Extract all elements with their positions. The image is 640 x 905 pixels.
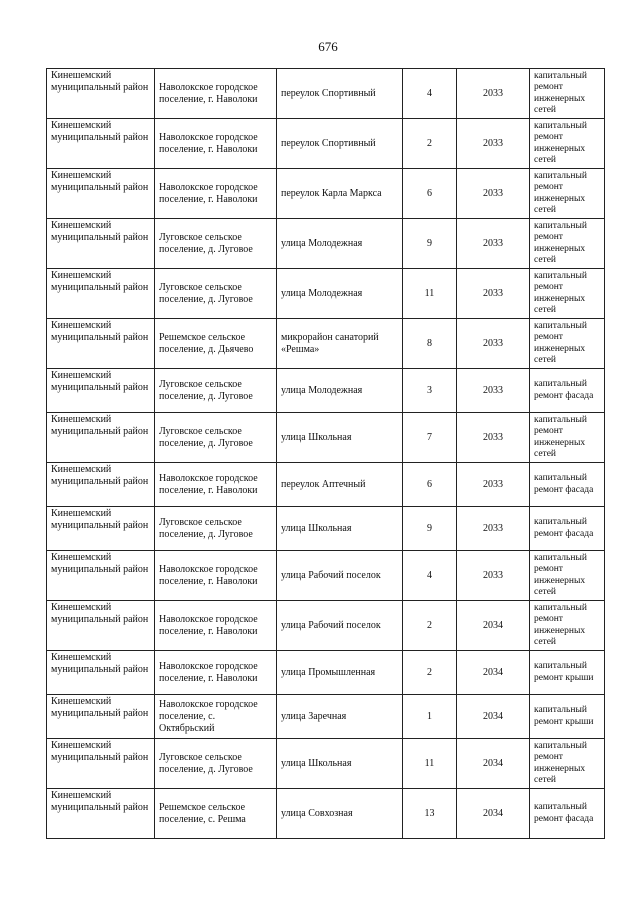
year-cell: 2034 <box>457 695 530 739</box>
work-type-cell: капитальный ремонт инженерных сетей <box>530 551 605 601</box>
year-cell: 2033 <box>457 507 530 551</box>
settlement-cell: Наволокское городское поселение, г. Наволоки <box>155 69 277 119</box>
house-number-cell: 2 <box>403 601 457 651</box>
work-type-cell: капитальный ремонт инженерных сетей <box>530 739 605 789</box>
district-cell: Кинешемский муниципальный район <box>47 601 155 651</box>
settlement-cell: Решемское сельское поселение, д. Дьячево <box>155 319 277 369</box>
settlement-cell: Луговское сельское поселение, д. Луговое <box>155 269 277 319</box>
year-cell: 2033 <box>457 413 530 463</box>
settlement-cell: Наволокское городское поселение, г. Наволоки <box>155 551 277 601</box>
work-type-cell: капитальный ремонт инженерных сетей <box>530 219 605 269</box>
district-cell: Кинешемский муниципальный район <box>47 69 155 119</box>
district-cell: Кинешемский муниципальный район <box>47 789 155 839</box>
table-row <box>47 219 605 269</box>
table-row <box>47 169 605 219</box>
district-cell: Кинешемский муниципальный район <box>47 507 155 551</box>
house-number-cell: 6 <box>403 463 457 507</box>
year-cell: 2033 <box>457 369 530 413</box>
street-cell: переулок Карла Маркса <box>277 169 403 219</box>
year-cell: 2033 <box>457 219 530 269</box>
settlement-cell: Луговское сельское поселение, д. Луговое <box>155 739 277 789</box>
table-row <box>47 739 605 789</box>
work-type-cell: капитальный ремонт крыши <box>530 695 605 739</box>
house-number-cell: 3 <box>403 369 457 413</box>
work-type-cell: капитальный ремонт фасада <box>530 369 605 413</box>
housing-repair-table <box>46 68 605 839</box>
page-number: 676 <box>318 39 338 54</box>
settlement-cell: Наволокское городское поселение, г. Наволоки <box>155 651 277 695</box>
street-cell: улица Школьная <box>277 507 403 551</box>
table-row <box>47 651 605 695</box>
year-cell: 2034 <box>457 739 530 789</box>
year-cell: 2033 <box>457 319 530 369</box>
table-row <box>47 69 605 119</box>
house-number-cell: 4 <box>403 551 457 601</box>
year-cell: 2033 <box>457 551 530 601</box>
table-row <box>47 789 605 839</box>
street-cell: улица Молодежная <box>277 269 403 319</box>
work-type-cell: капитальный ремонт крыши <box>530 651 605 695</box>
settlement-cell: Наволокское городское поселение, г. Наволоки <box>155 601 277 651</box>
street-cell: переулок Спортивный <box>277 69 403 119</box>
work-type-cell: капитальный ремонт фасада <box>530 507 605 551</box>
district-cell: Кинешемский муниципальный район <box>47 551 155 601</box>
street-cell: улица Рабочий поселок <box>277 551 403 601</box>
street-cell: улица Заречная <box>277 695 403 739</box>
house-number-cell: 6 <box>403 169 457 219</box>
settlement-cell: Наволокское городское поселение, г. Наволоки <box>155 119 277 169</box>
table-row <box>47 463 605 507</box>
house-number-cell: 11 <box>403 269 457 319</box>
house-number-cell: 13 <box>403 789 457 839</box>
settlement-cell: Луговское сельское поселение, д. Луговое <box>155 219 277 269</box>
district-cell: Кинешемский муниципальный район <box>47 739 155 789</box>
house-number-cell: 8 <box>403 319 457 369</box>
year-cell: 2033 <box>457 269 530 319</box>
district-cell: Кинешемский муниципальный район <box>47 413 155 463</box>
year-cell: 2034 <box>457 601 530 651</box>
district-cell: Кинешемский муниципальный район <box>47 119 155 169</box>
table-row <box>47 601 605 651</box>
settlement-cell: Наволокское городское поселение, с. Октябрьский <box>155 695 277 739</box>
work-type-cell: капитальный ремонт инженерных сетей <box>530 269 605 319</box>
work-type-cell: капитальный ремонт фасада <box>530 789 605 839</box>
house-number-cell: 1 <box>403 695 457 739</box>
street-cell: улица Школьная <box>277 739 403 789</box>
house-number-cell: 11 <box>403 739 457 789</box>
street-cell: улица Совхозная <box>277 789 403 839</box>
settlement-cell: Луговское сельское поселение, д. Луговое <box>155 369 277 413</box>
year-cell: 2033 <box>457 119 530 169</box>
work-type-cell: капитальный ремонт фасада <box>530 463 605 507</box>
district-cell: Кинешемский муниципальный район <box>47 695 155 739</box>
work-type-cell: капитальный ремонт инженерных сетей <box>530 169 605 219</box>
year-cell: 2033 <box>457 463 530 507</box>
street-cell: переулок Аптечный <box>277 463 403 507</box>
work-type-cell: капитальный ремонт инженерных сетей <box>530 601 605 651</box>
work-type-cell: капитальный ремонт инженерных сетей <box>530 119 605 169</box>
house-number-cell: 7 <box>403 413 457 463</box>
table-row <box>47 507 605 551</box>
table-body <box>47 69 605 839</box>
district-cell: Кинешемский муниципальный район <box>47 169 155 219</box>
settlement-cell: Луговское сельское поселение, д. Луговое <box>155 413 277 463</box>
settlement-cell: Наволокское городское поселение, г. Наволоки <box>155 169 277 219</box>
street-cell: улица Молодежная <box>277 369 403 413</box>
table-row <box>47 695 605 739</box>
work-type-cell: капитальный ремонт инженерных сетей <box>530 413 605 463</box>
year-cell: 2034 <box>457 651 530 695</box>
district-cell: Кинешемский муниципальный район <box>47 219 155 269</box>
work-type-cell: капитальный ремонт инженерных сетей <box>530 319 605 369</box>
table-row <box>47 269 605 319</box>
street-cell: улица Рабочий поселок <box>277 601 403 651</box>
settlement-cell: Решемское сельское поселение, с. Решма <box>155 789 277 839</box>
table-row <box>47 319 605 369</box>
house-number-cell: 4 <box>403 69 457 119</box>
street-cell: улица Молодежная <box>277 219 403 269</box>
table-row <box>47 119 605 169</box>
street-cell: улица Промышленная <box>277 651 403 695</box>
table-row <box>47 551 605 601</box>
year-cell: 2033 <box>457 69 530 119</box>
district-cell: Кинешемский муниципальный район <box>47 651 155 695</box>
house-number-cell: 9 <box>403 507 457 551</box>
house-number-cell: 9 <box>403 219 457 269</box>
district-cell: Кинешемский муниципальный район <box>47 369 155 413</box>
district-cell: Кинешемский муниципальный район <box>47 463 155 507</box>
street-cell: улица Школьная <box>277 413 403 463</box>
street-cell: микрорайон санаторий «Решма» <box>277 319 403 369</box>
settlement-cell: Наволокское городское поселение, г. Наволоки <box>155 463 277 507</box>
year-cell: 2034 <box>457 789 530 839</box>
year-cell: 2033 <box>457 169 530 219</box>
work-type-cell: капитальный ремонт инженерных сетей <box>530 69 605 119</box>
house-number-cell: 2 <box>403 119 457 169</box>
table-row <box>47 369 605 413</box>
district-cell: Кинешемский муниципальный район <box>47 269 155 319</box>
street-cell: переулок Спортивный <box>277 119 403 169</box>
district-cell: Кинешемский муниципальный район <box>47 319 155 369</box>
house-number-cell: 2 <box>403 651 457 695</box>
table-row <box>47 413 605 463</box>
settlement-cell: Луговское сельское поселение, д. Луговое <box>155 507 277 551</box>
